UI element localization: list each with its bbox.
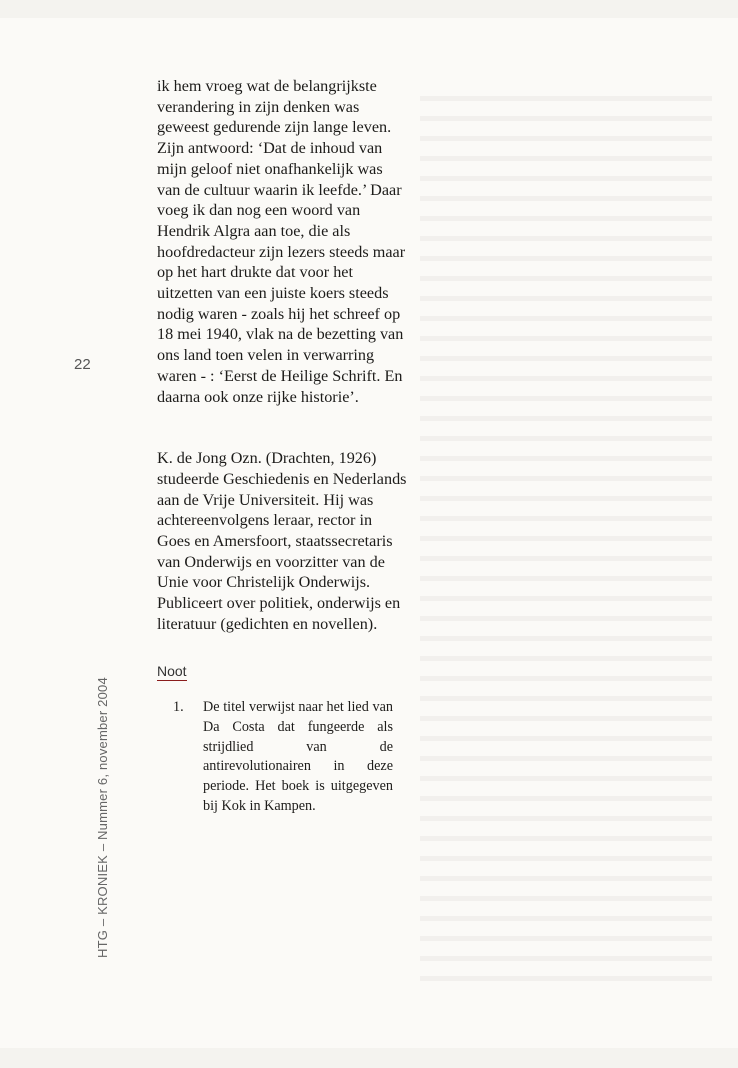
body-paragraph: ik hem vroeg wat de belangrijkste verandering in zijn denken was geweest gedurende zijn lange leven. Zijn antwoord: ‘Dat de inhoud van mijn geloof niet onafhankelijk was van de cultuur waarin ik leefde.’ Daar voeg ik dan nog een woord van Hendrik Algra aan toe, die als hoofdredacteur zijn lezers steeds maar op het hart drukte dat voor het uitzetten van een juiste koers steeds nodig waren - zoals hij het schreef op 18 mei 1940, vlak na de bezetting van ons land toen velen in verwarring waren - : ‘Eerst de Heilige Schrift. En daarna ook onze rijke historie’. <box>157 77 406 406</box>
body-text <box>157 76 407 635</box>
footnote-number: 1. <box>173 699 184 715</box>
bleed-through-texture <box>420 96 712 996</box>
footnote <box>173 698 393 817</box>
footnote-text: De titel verwijst naar het lied van Da Costa dat fungeerde als strijdlied van de antirevolutionairen in deze periode. Het boek is uitgegeven bij Kok in Kampen. <box>203 699 393 814</box>
running-head: HTG – KRONIEK – Nummer 6, november 2004 <box>95 677 110 958</box>
notes-heading: Noot <box>157 663 187 679</box>
author-bio: K. de Jong Ozn. (Drachten, 1926) studeerde Geschiedenis en Nederlands aan de Vrije Universiteit. Hij was achtereenvolgens leraar, rector in Goes en Amersfoort, staatssecretaris van Onderwijs en voorzitter van de Unie voor Christelijk Onderwijs. Publiceert over politiek, onderwijs en literatuur (gedichten en novellen). <box>157 449 407 633</box>
page-number: 22 <box>74 356 91 373</box>
